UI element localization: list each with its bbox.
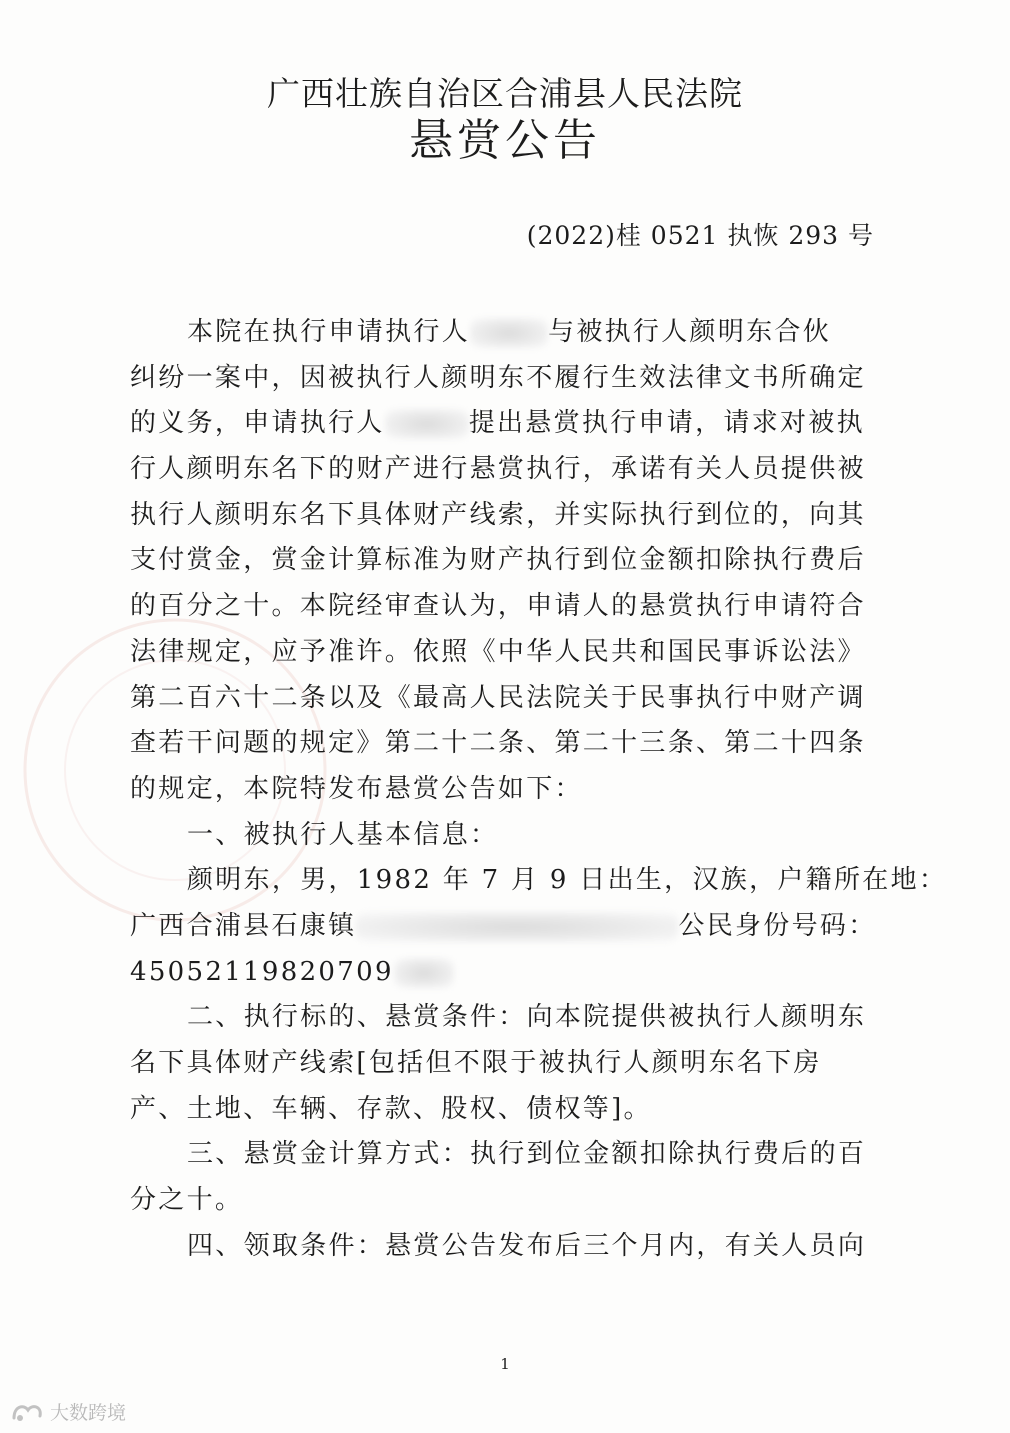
paragraph-line [130, 904, 880, 950]
text-span: 公民身份号码： [678, 910, 877, 941]
redacted-id-suffix [394, 958, 454, 988]
paragraph-line: 第二百六十二条以及《最高人民法院关于民事执行中财产调 [130, 682, 866, 713]
watermark-logo-icon [10, 1400, 44, 1424]
watermark [10, 1398, 126, 1425]
paragraph-line: 四、领取条件：悬赏公告发布后三个月内，有关人员向 [187, 1230, 867, 1261]
paragraph-line: 的百分之十。本院经审查认为，申请人的悬赏执行申请符合 [130, 591, 866, 622]
page-number: 1 [500, 1355, 510, 1373]
paragraph-line [130, 310, 880, 356]
paragraph-line: 的规定，本院特发布悬赏公告如下： [130, 773, 583, 804]
section-heading: 一、被执行人基本信息： [187, 819, 499, 850]
text-span: 提出悬赏执行申请，请求对被执 [468, 408, 865, 439]
text-span: 本院在执行申请执行人 [187, 317, 471, 347]
paragraph-line: 支付赏金，赏金计算标准为财产执行到位金额扣除执行费后 [130, 545, 866, 576]
paragraph-line: 三、悬赏金计算方式：执行到位金额扣除执行费后的百 [187, 1139, 867, 1170]
paragraph-line: 查若干问题的规定》第二十二条、第二十三条、第二十四条 [130, 728, 866, 759]
notice-body [130, 310, 948, 1269]
document-title: 悬赏公告 [409, 115, 601, 166]
paragraph-line: 纠纷一案中，因被执行人颜明东不履行生效法律文书所确定 [130, 362, 866, 393]
paragraph-line: 名下具体财产线索[包括但不限于被执行人颜明东名下房 [130, 1048, 822, 1078]
watermark-text: 大数跨境 [50, 1402, 127, 1424]
text-span: 的义务，申请执行人 [130, 408, 385, 439]
paragraph-line [130, 950, 880, 996]
case-number: (2022)桂 0521 执恢 293 号 [526, 221, 874, 250]
redacted-name [385, 409, 469, 439]
court-name: 广西壮族自治区合浦县人民法院 [267, 74, 743, 113]
text-span: 与被执行人颜明东合伙 [548, 317, 832, 347]
paragraph-line: 颜明东，男，1982 年 7 月 9 日出生，汉族，户籍所在地： [187, 865, 948, 896]
id-number-partial: 45052119820709 [130, 956, 394, 987]
paragraph-line: 产、土地、车辆、存款、股权、债权等]。 [130, 1093, 652, 1124]
redacted-address [356, 912, 678, 942]
paragraph-line: 执行人颜明东名下具体财产线索，并实际执行到位的，向其 [130, 499, 866, 530]
paragraph-line [130, 401, 880, 447]
redacted-name [470, 318, 548, 348]
paragraph-line: 法律规定，应予准许。依照《中华人民共和国民事诉讼法》 [130, 636, 866, 667]
text-span: 广西合浦县石康镇 [130, 910, 357, 941]
paragraph-line: 分之十。 [130, 1185, 244, 1216]
paragraph-line: 二、执行标的、悬赏条件：向本院提供被执行人颜明东 [187, 1002, 867, 1033]
paragraph-line: 行人颜明东名下的财产进行悬赏执行，承诺有关人员提供被 [130, 454, 866, 485]
